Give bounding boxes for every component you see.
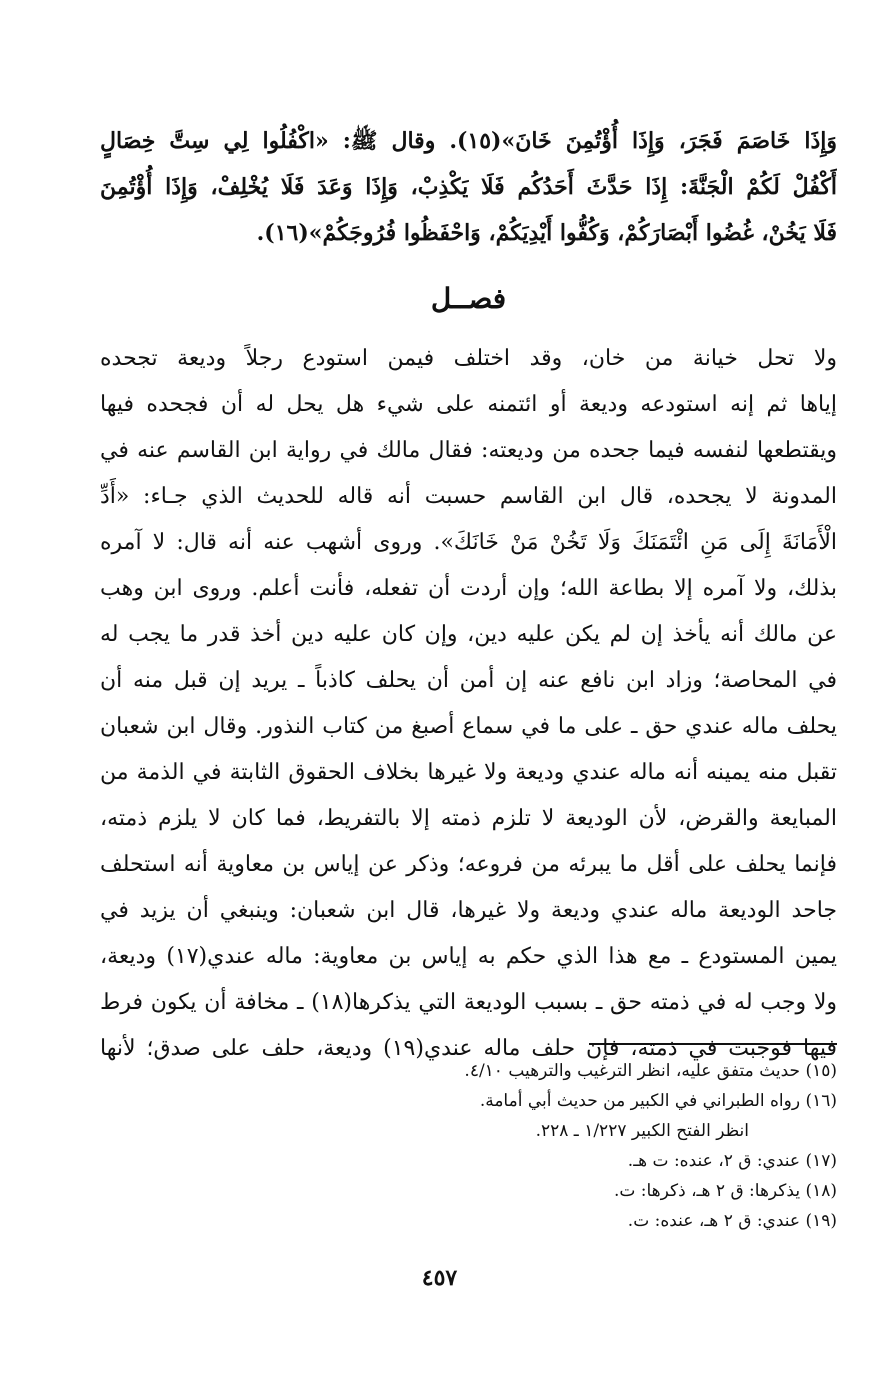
footnote-16-continuation: انظر الفتح الكبير ١/٢٢٧ ـ ٢٢٨.	[535, 1121, 749, 1141]
footnote-19: (١٩) عندي: ق ٢ هـ، عنده: ت.	[627, 1211, 837, 1231]
footnote-17: (١٧) عندي: ق ٢، عنده: ت هـ.	[627, 1151, 837, 1171]
body-line: بذلك، ولا آمره إلا بطاعة الله؛ وإن أردت أن تفعله، فأنت أعلم. وروى ابن وهب	[100, 576, 837, 601]
body-line: المدونة لا يجحده، قال ابن القاسم حسبت أنه قاله للحديث الذي جـاء: «أَدِّ	[100, 484, 837, 509]
section-heading: فصــل	[430, 282, 507, 315]
body-line: يحلف ماله عندي حق ـ على ما في سماع أصبغ من كتاب النذور. وقال ابن شعبان	[100, 714, 837, 739]
body-line: ولا تحل خيانة من خان، وقد اختلف فيمن استودع رجلاً وديعة تجحده	[100, 346, 837, 371]
footnote-18: (١٨) يذكرها: ق ٢ هـ، ذكرها: ت.	[613, 1181, 837, 1201]
body-line: تقبل منه يمينه أنه ماله عندي وديعة ولا غيرها بخلاف الحقوق الثابتة في الذمة من	[100, 760, 837, 785]
footnote-16: (١٦) رواه الطبراني في الكبير من حديث أبي أمامة.	[479, 1091, 837, 1111]
body-line: فيها فوجبت في ذمته، فإن حلف ماله عندي(١٩) وديعة، حلف على صدق؛ لأنها	[100, 1036, 837, 1061]
footnote-divider	[589, 1043, 837, 1045]
body-line: في المحاصة؛ وزاد ابن نافع عنه إن أمن أن يحلف كاذباً ـ يريد إن قبل منه أن	[100, 668, 837, 693]
footnote-15: (١٥) حديث متفق عليه، انظر الترغيب والترهيب ٤/١٠.	[464, 1061, 837, 1081]
body-line: إياها ثم إنه استودعه وديعة أو ائتمنه على شيء هل يحل له أن فجحده فيها	[100, 392, 837, 417]
body-line: الْأَمَانَةَ إِلَى مَنِ ائْتَمَنَكَ وَلَا تَخُنْ مَنْ خَانَكَ». وروى أشهب عنه أنه قال: لا آمره	[100, 530, 837, 555]
body-line: جاحد الوديعة ماله عندي وديعة ولا غيرها، قال ابن شعبان: وينبغي أن يزيد في	[100, 898, 837, 923]
hadith-line-3: فَلَا يَخُنْ، غُضُوا أَبْصَارَكُمْ، وَكُفُّوا أَيْدِيَكُمْ، وَاحْفَظُوا فُرُوجَكُمْ»(١٦).	[256, 220, 837, 246]
footnotes	[277, 1056, 837, 1236]
body-line: فإنما يحلف على أقل ما يبرئه من فروعه؛ وذكر عن إياس بن معاوية أنه استحلف	[100, 852, 837, 877]
body-line: عن مالك أنه يأخذ إن لم يكن عليه دين، وإن كان عليه دين أخذ قدر ما يجب له	[100, 622, 837, 647]
hadith-line-2: أَكْفُلْ لَكُمْ الْجَنَّةَ: إِذَا حَدَّثَ أَحَدُكُم فَلَا يَكْذِبْ، وَإِذَا وَعَدَ فَلَا يُخْلِفْ، وَإِذَا أُؤْتُمِنَ	[100, 174, 837, 200]
body-line: المبايعة والقرض، لأن الوديعة لا تلزم ذمته إلا بالتفريط، فما كان لا يلزم ذمته،	[100, 806, 837, 831]
page-text-block	[100, 118, 837, 1072]
hadith-line-1: وَإِذَا خَاصَمَ فَجَرَ، وَإِذَا أُؤْتُمِنَ خَانَ»(١٥). وقال ﷺ: «اكْفُلُوا لِي سِتَّ خِصَالٍ	[100, 128, 837, 154]
page-number: ٤٥٧	[421, 1265, 458, 1291]
body-line: يمين المستودع ـ مع هذا الذي حكم به إياس بن معاوية: ماله عندي(١٧) وديعة،	[100, 944, 837, 969]
body-line: ولا وجب له في ذمته حق ـ بسبب الوديعة التي يذكرها(١٨) ـ مخافة أن يكون فرط	[100, 990, 837, 1015]
body-line: ويقتطعها لنفسه فيما جحده من وديعته: فقال مالك في رواية ابن القاسم عنه في	[100, 438, 837, 463]
